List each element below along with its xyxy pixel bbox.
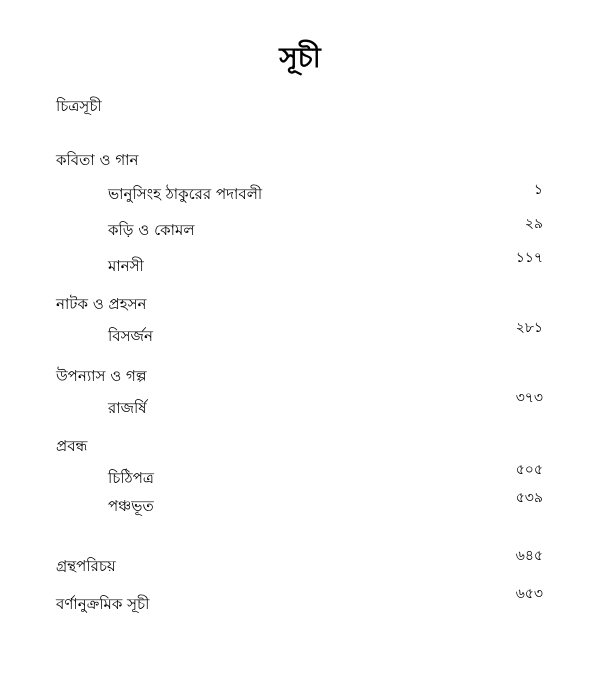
toc-entry-page: ৬৫৩ [515, 586, 543, 602]
section-heading-essays: প্রবন্ধ [56, 437, 88, 455]
section-heading-poetry: কবিতা ও গান [56, 151, 139, 169]
toc-entry-page: ৬৪৫ [515, 548, 543, 564]
toc-entry-title[interactable]: ভানুসিংহ ঠাকুরের পদাবলী [108, 185, 263, 203]
toc-entry-page: ১১৭ [515, 250, 543, 266]
toc-entry-page: ৫৩৯ [515, 490, 543, 506]
toc-entry-page: ১ [533, 182, 543, 198]
toc-entry-page: ২৯ [524, 216, 543, 232]
toc-entry-page: ৩৭৩ [515, 390, 543, 406]
toc-entry-title[interactable]: চিঠিপত্র [108, 469, 154, 487]
toc-entry-title[interactable]: গ্রন্থপরিচয় [56, 557, 116, 575]
toc-entry-title[interactable]: কড়ি ও কোমল [108, 221, 195, 239]
toc-entry-title[interactable]: বর্ণানুক্রমিক সূচী [56, 595, 150, 613]
toc-entry-title[interactable]: বিসর্জন [108, 327, 153, 345]
section-heading-novels: উপন্যাস ও গল্প [56, 367, 147, 385]
toc-entry-page: ৫০৫ [515, 462, 543, 478]
page-title: সূচী [279, 41, 321, 74]
section-heading-drama: নাটক ও প্রহসন [56, 295, 147, 313]
toc-entry-title[interactable]: রাজর্ষি [108, 399, 147, 417]
toc-entry-title[interactable]: মানসী [108, 257, 144, 275]
illustrations-link[interactable]: চিত্রসূচী [56, 97, 102, 115]
toc-entry-page: ২৮১ [515, 320, 543, 336]
toc-entry-title[interactable]: পঞ্চভূত [108, 497, 154, 515]
